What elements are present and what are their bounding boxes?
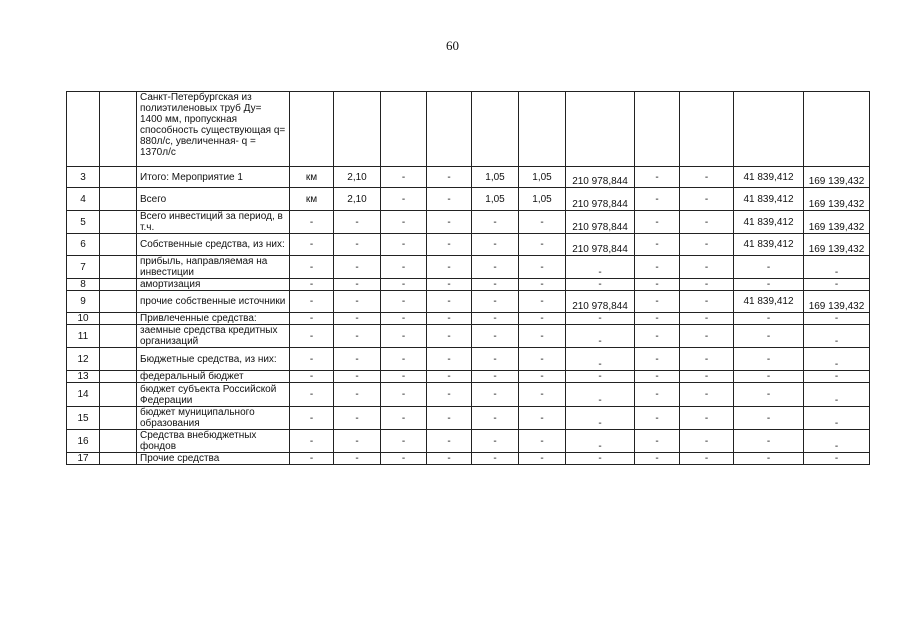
row-number: 8 — [67, 279, 100, 291]
cell-c1: - — [334, 234, 381, 256]
cell-empty — [100, 453, 137, 465]
cell-c9: - — [734, 453, 804, 465]
cell-c8: - — [680, 211, 734, 234]
cell-c9: - — [734, 348, 804, 371]
table-row — [67, 167, 870, 188]
table-row — [67, 348, 870, 371]
table-row — [67, 430, 870, 453]
cell-c5: 1,05 — [519, 167, 566, 188]
cell-c10: 169 139,432 — [804, 211, 870, 234]
cell-c8: - — [680, 371, 734, 383]
cell-c4: - — [472, 234, 519, 256]
cell-c8: - — [680, 453, 734, 465]
cell-c2: - — [381, 279, 427, 291]
cell-c6: - — [566, 325, 635, 348]
cell-empty — [100, 279, 137, 291]
cell-c7: - — [635, 430, 680, 453]
cell-c6: - — [566, 383, 635, 407]
cell-c9: - — [734, 371, 804, 383]
cell-c3: - — [427, 371, 472, 383]
cell-c6: - — [566, 371, 635, 383]
cell-c9: 41 839,412 — [734, 211, 804, 234]
cell-empty — [100, 313, 137, 325]
table-row — [67, 383, 870, 407]
table-row — [67, 234, 870, 256]
table-row — [67, 313, 870, 325]
cell-c10: - — [804, 256, 870, 279]
cell-empty — [67, 92, 100, 167]
cell-c5: - — [519, 348, 566, 371]
cell-c2: - — [381, 167, 427, 188]
row-number: 12 — [67, 348, 100, 371]
cell-c9: - — [734, 430, 804, 453]
cell-c3: - — [427, 234, 472, 256]
cell-c7: - — [635, 256, 680, 279]
cell-c4: - — [472, 279, 519, 291]
cell-c9: 41 839,412 — [734, 234, 804, 256]
cell-c9: - — [734, 407, 804, 430]
row-label: прочие собственные источники — [137, 291, 290, 313]
cell-empty — [635, 92, 680, 167]
cell-c3: - — [427, 383, 472, 407]
cell-c1: - — [334, 430, 381, 453]
cell-c3: - — [427, 453, 472, 465]
table-row — [67, 407, 870, 430]
cell-c6: 210 978,844 — [566, 234, 635, 256]
cell-c1: - — [334, 325, 381, 348]
row-number: 15 — [67, 407, 100, 430]
cell-c9: - — [734, 383, 804, 407]
cell-empty — [100, 188, 137, 211]
cell-unit: - — [290, 348, 334, 371]
row-number: 9 — [67, 291, 100, 313]
cell-c10: 169 139,432 — [804, 234, 870, 256]
cell-c4: - — [472, 348, 519, 371]
table-row — [67, 453, 870, 465]
cell-c1: - — [334, 348, 381, 371]
cell-empty — [381, 92, 427, 167]
cell-c8: - — [680, 234, 734, 256]
cell-c6: - — [566, 313, 635, 325]
cell-c3: - — [427, 188, 472, 211]
row-number: 14 — [67, 383, 100, 407]
cell-c2: - — [381, 291, 427, 313]
cell-c4: - — [472, 453, 519, 465]
cell-c5: - — [519, 371, 566, 383]
cell-empty — [100, 167, 137, 188]
cell-empty — [100, 211, 137, 234]
cell-c3: - — [427, 167, 472, 188]
cell-c9: - — [734, 325, 804, 348]
cell-c2: - — [381, 256, 427, 279]
cell-c7: - — [635, 348, 680, 371]
row-label: заемные средства кредитных организаций — [137, 325, 290, 348]
cell-c5: 1,05 — [519, 188, 566, 211]
cell-c5: - — [519, 383, 566, 407]
cell-empty — [427, 92, 472, 167]
cell-empty — [100, 256, 137, 279]
row-number: 17 — [67, 453, 100, 465]
cell-c8: - — [680, 313, 734, 325]
cell-c3: - — [427, 325, 472, 348]
cell-c2: - — [381, 348, 427, 371]
row-number: 13 — [67, 371, 100, 383]
cell-empty — [100, 234, 137, 256]
cell-empty — [334, 92, 381, 167]
cell-empty — [100, 430, 137, 453]
cell-c4: - — [472, 325, 519, 348]
cell-c7: - — [635, 234, 680, 256]
cell-c3: - — [427, 211, 472, 234]
cell-c6: 210 978,844 — [566, 167, 635, 188]
cell-c1: - — [334, 371, 381, 383]
cell-unit: - — [290, 407, 334, 430]
cell-c10: - — [804, 279, 870, 291]
cell-c1: - — [334, 313, 381, 325]
cell-c5: - — [519, 279, 566, 291]
cell-c10: 169 139,432 — [804, 188, 870, 211]
cell-c4: - — [472, 256, 519, 279]
cell-c3: - — [427, 407, 472, 430]
cell-c10: - — [804, 383, 870, 407]
cell-c8: - — [680, 188, 734, 211]
cell-c10: 169 139,432 — [804, 167, 870, 188]
cell-empty — [100, 325, 137, 348]
cell-c6: 210 978,844 — [566, 211, 635, 234]
cell-c8: - — [680, 279, 734, 291]
cell-unit: км — [290, 167, 334, 188]
cell-c4: - — [472, 383, 519, 407]
cell-c6: - — [566, 407, 635, 430]
table-row — [67, 371, 870, 383]
row-label: Прочие средства — [137, 453, 290, 465]
cell-c2: - — [381, 453, 427, 465]
cell-c5: - — [519, 325, 566, 348]
row-label: Привлеченные средства: — [137, 313, 290, 325]
cell-c5: - — [519, 291, 566, 313]
row-label: бюджет муниципального образования — [137, 407, 290, 430]
cell-c3: - — [427, 348, 472, 371]
cell-c4: 1,05 — [472, 188, 519, 211]
cell-c5: - — [519, 407, 566, 430]
cell-c4: - — [472, 313, 519, 325]
cell-unit: - — [290, 430, 334, 453]
cell-c4: - — [472, 407, 519, 430]
cell-c9: 41 839,412 — [734, 167, 804, 188]
cell-unit: - — [290, 325, 334, 348]
cell-c5: - — [519, 234, 566, 256]
cell-unit: - — [290, 256, 334, 279]
row-label: Всего — [137, 188, 290, 211]
cell-c8: - — [680, 430, 734, 453]
cell-c7: - — [635, 167, 680, 188]
cell-c2: - — [381, 313, 427, 325]
row-label: прибыль, направляемая на инвестиции — [137, 256, 290, 279]
cell-c10: - — [804, 313, 870, 325]
table-row — [67, 211, 870, 234]
row-number: 4 — [67, 188, 100, 211]
cell-c10: - — [804, 453, 870, 465]
cell-c2: - — [381, 325, 427, 348]
cell-c8: - — [680, 325, 734, 348]
cell-unit: км — [290, 188, 334, 211]
cell-c6: - — [566, 453, 635, 465]
cell-empty — [100, 383, 137, 407]
table-row — [67, 279, 870, 291]
cell-empty — [100, 92, 137, 167]
cell-empty — [519, 92, 566, 167]
cell-unit: - — [290, 371, 334, 383]
cell-empty — [100, 291, 137, 313]
cell-c5: - — [519, 211, 566, 234]
row-number: 3 — [67, 167, 100, 188]
cell-c8: - — [680, 167, 734, 188]
cell-c2: - — [381, 383, 427, 407]
cell-c10: - — [804, 325, 870, 348]
cell-empty — [680, 92, 734, 167]
cell-c9: - — [734, 256, 804, 279]
cell-c9: 41 839,412 — [734, 188, 804, 211]
cell-c9: - — [734, 279, 804, 291]
cell-empty — [290, 92, 334, 167]
measure-description: Санкт-Петербургская из полиэтиленовых труб Ду= 1400 мм, пропускная способность существующая q= 880л/с, увеличенная- q = 1370л/с — [137, 92, 290, 167]
row-label: Бюджетные средства, из них: — [137, 348, 290, 371]
cell-c4: - — [472, 291, 519, 313]
cell-c7: - — [635, 279, 680, 291]
cell-c3: - — [427, 279, 472, 291]
table-row — [67, 188, 870, 211]
cell-c7: - — [635, 453, 680, 465]
cell-c2: - — [381, 211, 427, 234]
cell-c6: - — [566, 348, 635, 371]
cell-empty — [100, 371, 137, 383]
row-label: Собственные средства, из них: — [137, 234, 290, 256]
cell-empty — [100, 348, 137, 371]
cell-c6: 210 978,844 — [566, 188, 635, 211]
cell-c3: - — [427, 256, 472, 279]
cell-c10: - — [804, 371, 870, 383]
cell-unit: - — [290, 211, 334, 234]
cell-c5: - — [519, 430, 566, 453]
row-label: федеральный бюджет — [137, 371, 290, 383]
row-number: 16 — [67, 430, 100, 453]
row-label: Итого: Мероприятие 1 — [137, 167, 290, 188]
cell-unit: - — [290, 313, 334, 325]
cell-c7: - — [635, 325, 680, 348]
cell-c7: - — [635, 383, 680, 407]
cell-c2: - — [381, 234, 427, 256]
cell-c3: - — [427, 313, 472, 325]
cell-c2: - — [381, 188, 427, 211]
table-row — [67, 256, 870, 279]
cell-c1: 2,10 — [334, 188, 381, 211]
cell-c4: - — [472, 211, 519, 234]
page-number: 60 — [446, 38, 459, 53]
cell-c7: - — [635, 291, 680, 313]
row-number: 7 — [67, 256, 100, 279]
cell-c7: - — [635, 211, 680, 234]
row-number: 5 — [67, 211, 100, 234]
row-label: Средства внебюджетных фондов — [137, 430, 290, 453]
cell-c5: - — [519, 256, 566, 279]
cell-c8: - — [680, 291, 734, 313]
cell-c2: - — [381, 407, 427, 430]
cell-unit: - — [290, 383, 334, 407]
cell-c2: - — [381, 430, 427, 453]
cell-c1: - — [334, 256, 381, 279]
cell-c1: - — [334, 279, 381, 291]
cell-c8: - — [680, 407, 734, 430]
cell-unit: - — [290, 279, 334, 291]
cell-c1: - — [334, 453, 381, 465]
cell-c3: - — [427, 291, 472, 313]
row-label: амортизация — [137, 279, 290, 291]
row-label: бюджет субъекта Российской Федерации — [137, 383, 290, 407]
cell-c7: - — [635, 371, 680, 383]
cell-c4: 1,05 — [472, 167, 519, 188]
cell-c9: 41 839,412 — [734, 291, 804, 313]
cell-c8: - — [680, 256, 734, 279]
cell-c10: - — [804, 430, 870, 453]
investment-table — [66, 91, 870, 465]
cell-c1: - — [334, 291, 381, 313]
row-number: 11 — [67, 325, 100, 348]
cell-empty — [472, 92, 519, 167]
row-label: Всего инвестиций за период, в т.ч. — [137, 211, 290, 234]
cell-c10: - — [804, 407, 870, 430]
cell-c7: - — [635, 407, 680, 430]
cell-empty — [734, 92, 804, 167]
cell-empty — [566, 92, 635, 167]
table-row — [67, 92, 870, 167]
table-row — [67, 291, 870, 313]
cell-c5: - — [519, 453, 566, 465]
cell-c10: - — [804, 348, 870, 371]
cell-c3: - — [427, 430, 472, 453]
row-number: 10 — [67, 313, 100, 325]
cell-empty — [804, 92, 870, 167]
table-row — [67, 325, 870, 348]
cell-c6: - — [566, 430, 635, 453]
cell-c6: - — [566, 256, 635, 279]
cell-c1: - — [334, 211, 381, 234]
cell-c7: - — [635, 313, 680, 325]
cell-c5: - — [519, 313, 566, 325]
cell-c1: - — [334, 383, 381, 407]
cell-c1: 2,10 — [334, 167, 381, 188]
cell-unit: - — [290, 453, 334, 465]
cell-c4: - — [472, 371, 519, 383]
cell-c2: - — [381, 371, 427, 383]
cell-c6: - — [566, 279, 635, 291]
cell-c1: - — [334, 407, 381, 430]
cell-unit: - — [290, 291, 334, 313]
cell-c8: - — [680, 348, 734, 371]
cell-c4: - — [472, 430, 519, 453]
cell-c10: 169 139,432 — [804, 291, 870, 313]
cell-c6: 210 978,844 — [566, 291, 635, 313]
cell-empty — [100, 407, 137, 430]
cell-unit: - — [290, 234, 334, 256]
row-number: 6 — [67, 234, 100, 256]
cell-c7: - — [635, 188, 680, 211]
cell-c8: - — [680, 383, 734, 407]
cell-c9: - — [734, 313, 804, 325]
